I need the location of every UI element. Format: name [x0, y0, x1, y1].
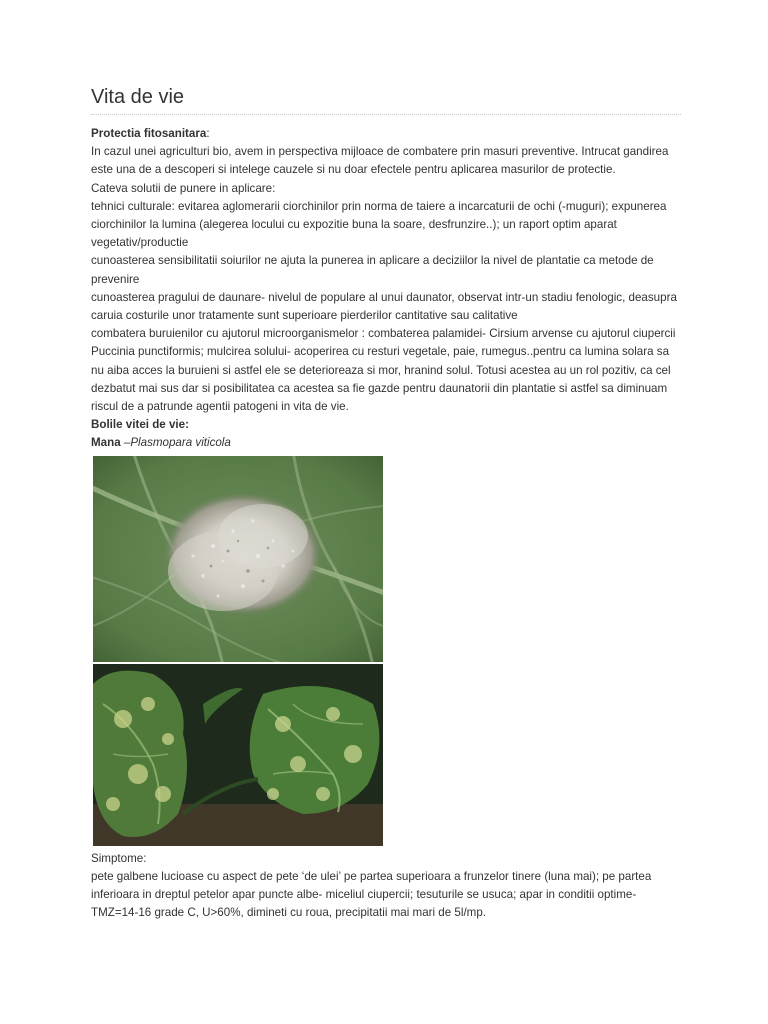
- article-body: [91, 125, 681, 922]
- disease-title-line: [91, 434, 681, 452]
- disease-name: Mana: [91, 436, 121, 450]
- paragraph-intro: In cazul unei agriculturi bio, avem in perspectiva mijloace de combatere prin masuri preventive. Intrucat gandirea este una de a descoperi si intelege cauzele si nu doar efectele pentru aplicarea masurilor de protectie.: [91, 145, 669, 177]
- page-title: Vita de vie: [91, 84, 681, 115]
- section-heading-colon: :: [206, 127, 210, 140]
- diseases-heading: Bolile vitei de vie:: [91, 418, 189, 432]
- paragraph-weed-control: combatera buruienilor cu ajutorul microorganismelor : combaterea palamidei- Cirsium arvense cu ajutorul ciupercii Puccinia punctiformis; mulcirea solului- acoperirea cu resturi vegetale, paie, rumegus..pentru ca lumina solara sa nu aiba acces la buruieni si astfel ele se deterioreaza si mor, hranind solul. Totusi acestea au un rol pozitiv, ca cel dezbatut mai sus dar si posibilitatea ca acestea sa fie gazde pentru daunatorii din plantatie si astfel sa diminuam riscul de a patrunde agentii patogeni in vita de vie.: [91, 327, 676, 414]
- paragraph-cultural-techniques: tehnici culturale: evitarea aglomerarii ciorchinilor prin norma de taiere a incarcaturii de ochi (-muguri); expunerea ciorchinilor la lumina (alegerea locului cu expozitie buna la soare, desfrunzire..); un raport optim aparat vegetativ/productie: [91, 199, 667, 250]
- paragraph-damage-threshold: cunoasterea pragului de daunare- nivelul de populare al unui daunator, observat intr-un stadiu fenologic, deasupra caruia costurile unor tratamente sunt superioare pierderilor cantitative sau calitative: [91, 290, 677, 323]
- section-heading: Protectia fitosanitara: [91, 127, 207, 140]
- disease-separator: –: [120, 436, 131, 450]
- disease-latin-name: Plasmopara viticola: [130, 436, 231, 450]
- paragraph-variety-sensitivity: cunoasterea sensibilitatii soiurilor ne ajuta la punerea in aplicare a deciziilor la nivel de plantatie ca metode de prevenire: [91, 254, 654, 286]
- section-heading-line: [91, 125, 681, 143]
- document-page: [91, 84, 681, 922]
- symptoms-heading: Simptome:: [91, 851, 147, 865]
- downy-mildew-infected-leaves-photo: [93, 664, 383, 846]
- symptoms-text: pete galbene lucioase cu aspect de pete ‘de ulei’ pe partea superioara a frunzelor tinere (luna mai); pe partea inferioara in dreptul petelor apar puncte albe- miceliul ciupercii; tesuturile se usuca; apar in conditii optime- TMZ=14-16 grade C, U>60%, dimineti cu roua, precipitatii mai mari de 5l/mp.: [91, 869, 652, 920]
- paragraph-solutions-intro: Cateva solutii de punere in aplicare:: [91, 181, 276, 195]
- downy-mildew-leaf-underside-photo: [93, 456, 383, 662]
